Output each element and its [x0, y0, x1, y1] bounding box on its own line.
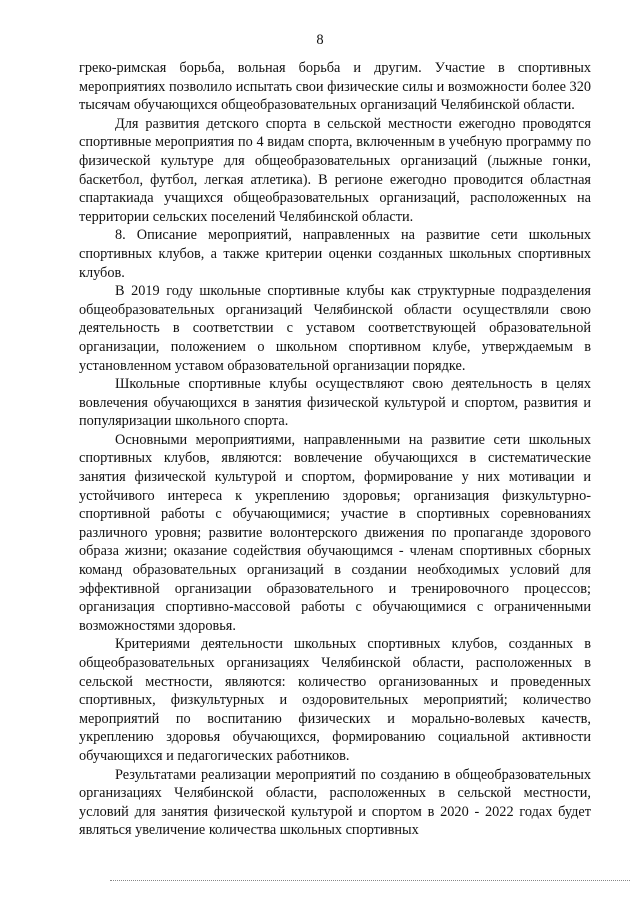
- paragraph-results: Результатами реализации мероприятий по созданию в общеобразовательных организациях Челябинской области, расположенных в сельской местности, условий для занятия физической культурой и спортом в 2020 - 2022 годах будет являться увеличение количества школьных спортивных: [79, 766, 591, 839]
- page-number: 8: [316, 32, 324, 48]
- paragraph-main-activities: Основными мероприятиями, направленными на развитие сети школьных спортивных клубов, являются: вовлечение обучающихся в систематические занятия физической культурой и спортом, формирование у них мотивации и устойчивого интереса к укреплению здоровья; организация физкультурно-спортивной работы с обучающимися; участие в спортивных соревнованиях различного уровня; развитие волонтерского движения по пропаганде здорового образа жизни; оказание содействия обучающимся - членам спортивных сборных команд образовательных организаций в создании необходимых условий для эффективной организации образовательного и тренировочного процессов; организация спортивно-массовой работы с обучающимися с ограниченными возможностями здоровья.: [79, 431, 591, 634]
- paragraph-clubs-2019: В 2019 году школьные спортивные клубы как структурные подразделения общеобразовательных организаций Челябинской области осуществляли свою деятельность в соответствии с уставом соответствующей образовательной организации, положением о школьном спортивном клубе, утверждаемым в установленном уставом образовательной организации порядке.: [79, 283, 591, 374]
- paragraph-clubs-purpose: Школьные спортивные клубы осуществляют свою деятельность в целях вовлечения обучающихся в занятия физической культурой и спортом, развития и популяризации школьного спорта.: [79, 376, 591, 430]
- section-heading-8: 8. Описание мероприятий, направленных на развитие сети школьных спортивных клубов, а также критерии оценки созданных школьных спортивных клубов.: [79, 227, 591, 281]
- paragraph-rural-sports: Для развития детского спорта в сельской местности ежегодно проводятся спортивные мероприятия по 4 видам спорта, включенным в учебную программу по физической культуре для общеобразовательных организаций (лыжные гонки, баскетбол, футбол, легкая атлетика). В регионе ежегодно проводится областная спартакиада учащихся общеобразовательных организаций, расположенных на территории сельских поселений Челябинской области.: [79, 115, 591, 225]
- paragraph-criteria: Критериями деятельности школьных спортивных клубов, созданных в общеобразовательных организациях Челябинской области, расположенных в сельской местности, являются: количество организованных и проведенных спортивных, физкультурных и оздоровительных мероприятий; количество мероприятий по воспитанию физических и морально-волевых качеств, укреплению здоровья обучающихся, формированию социальной активности обучающихся и педагогических работников.: [79, 636, 591, 764]
- footer-divider: [110, 880, 630, 881]
- document-body: [79, 59, 591, 840]
- paragraph-continuation: греко-римская борьба, вольная борьба и другим. Участие в спортивных мероприятиях позволило испытать свои физические силы и возможности более 320 тысячам обучающихся общеобразовательных организаций Челябинской области.: [79, 60, 591, 114]
